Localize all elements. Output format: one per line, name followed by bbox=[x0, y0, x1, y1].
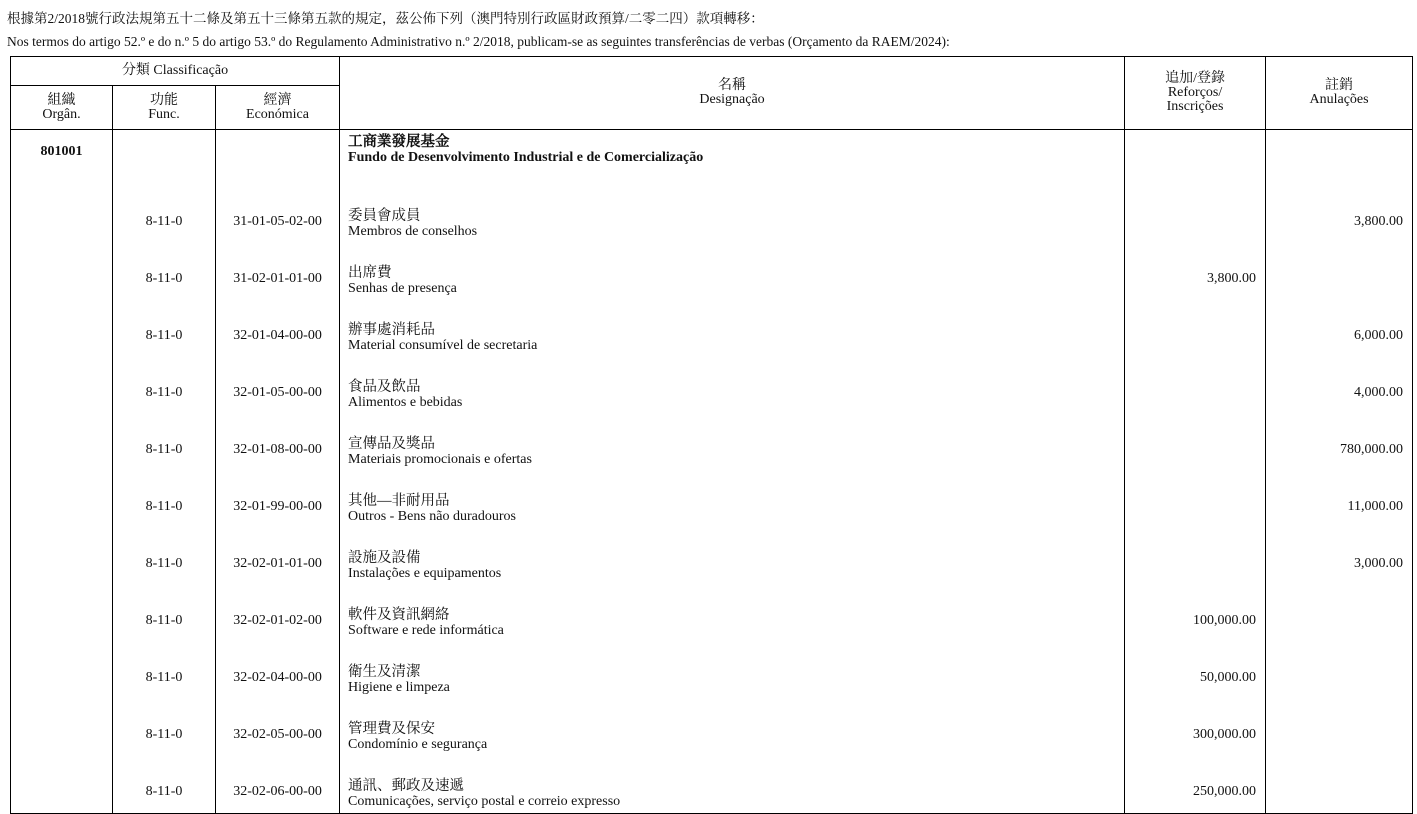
functional-header-pt: Func. bbox=[148, 106, 180, 122]
row-designation bbox=[340, 357, 1125, 414]
org-func-cell bbox=[113, 130, 216, 187]
economic-header-pt: Económica bbox=[246, 106, 309, 122]
org-row bbox=[11, 130, 1413, 187]
row-economic: 32-02-05-00-00 bbox=[216, 699, 340, 756]
row-cancellation bbox=[1266, 642, 1413, 699]
row-org-cell bbox=[11, 585, 113, 642]
row-function: 8-11-0 bbox=[113, 243, 216, 300]
row-designation bbox=[340, 642, 1125, 699]
row-name-pt: Higiene e limpeza bbox=[348, 680, 450, 695]
row-economic: 31-01-05-02-00 bbox=[216, 186, 340, 243]
row-reinforcement bbox=[1125, 528, 1266, 585]
row-reinforcement: 100,000.00 bbox=[1125, 585, 1266, 642]
row-economic: 32-01-05-00-00 bbox=[216, 357, 340, 414]
row-designation bbox=[340, 186, 1125, 243]
row-economic: 32-02-06-00-00 bbox=[216, 756, 340, 814]
row-org-cell bbox=[11, 699, 113, 756]
row-function: 8-11-0 bbox=[113, 414, 216, 471]
row-cancellation: 11,000.00 bbox=[1266, 471, 1413, 528]
row-org-cell bbox=[11, 756, 113, 814]
designation-header-pt: Designação bbox=[699, 92, 765, 107]
org-name-pt: Fundo de Desenvolvimento Industrial e de Comercialização bbox=[348, 150, 704, 165]
table-row bbox=[11, 642, 1413, 699]
table-row bbox=[11, 186, 1413, 243]
row-designation bbox=[340, 300, 1125, 357]
row-designation bbox=[340, 528, 1125, 585]
cancellations-header-pt: Anulações bbox=[1309, 92, 1369, 107]
row-function: 8-11-0 bbox=[113, 300, 216, 357]
reinforcements-header-pt1: Reforços/ bbox=[1167, 85, 1223, 100]
row-function: 8-11-0 bbox=[113, 357, 216, 414]
reinforcements-header-zh: 追加/登錄 bbox=[1165, 71, 1225, 86]
row-name-zh: 通訊、郵政及速遞 bbox=[348, 778, 465, 794]
row-cancellation: 3,000.00 bbox=[1266, 528, 1413, 585]
row-name-zh: 其他—非耐用品 bbox=[348, 493, 450, 509]
reinforcements-header bbox=[1125, 57, 1266, 130]
intro-chinese: 根據第2/2018號行政法規第五十二條及第五十三條第五款的規定，茲公佈下列（澳門特別行政區財政預算/二零二四）款項轉移： bbox=[7, 11, 764, 26]
org-designation bbox=[340, 130, 1125, 187]
organic-header-pt: Orgân. bbox=[42, 106, 81, 122]
row-reinforcement bbox=[1125, 471, 1266, 528]
row-designation bbox=[340, 699, 1125, 756]
row-function: 8-11-0 bbox=[113, 585, 216, 642]
row-designation bbox=[340, 471, 1125, 528]
table-row bbox=[11, 471, 1413, 528]
row-cancellation bbox=[1266, 699, 1413, 756]
row-cancellation: 780,000.00 bbox=[1266, 414, 1413, 471]
table-row bbox=[11, 585, 1413, 642]
designation-header-zh: 名稱 bbox=[718, 78, 747, 93]
row-designation bbox=[340, 414, 1125, 471]
row-cancellation bbox=[1266, 756, 1413, 814]
row-designation bbox=[340, 756, 1125, 814]
row-name-pt: Comunicações, serviço postal e correio expresso bbox=[348, 794, 621, 809]
organic-header bbox=[11, 86, 113, 130]
row-function: 8-11-0 bbox=[113, 699, 216, 756]
row-economic: 32-01-99-00-00 bbox=[216, 471, 340, 528]
row-function: 8-11-0 bbox=[113, 186, 216, 243]
designation-header bbox=[340, 57, 1125, 130]
row-org-cell bbox=[11, 243, 113, 300]
intro-portuguese: Nos termos do artigo 52.º e do n.º 5 do artigo 53.º do Regulamento Administrativo n.º 2/2018, publicam-se as seguintes transferências de verbas (Orçamento da RAEM/2024): bbox=[7, 34, 950, 49]
org-name-zh: 工商業發展基金 bbox=[348, 134, 450, 150]
row-name-zh: 軟件及資訊網絡 bbox=[348, 607, 450, 623]
functional-header-zh: 功能 bbox=[150, 92, 178, 108]
row-economic: 32-02-01-01-00 bbox=[216, 528, 340, 585]
row-name-pt: Instalações e equipamentos bbox=[348, 566, 502, 581]
row-org-cell bbox=[11, 528, 113, 585]
row-org-cell bbox=[11, 357, 113, 414]
row-name-zh: 出席費 bbox=[348, 265, 392, 281]
org-code: 801001 bbox=[11, 130, 113, 187]
cancellations-header bbox=[1266, 57, 1413, 130]
row-org-cell bbox=[11, 300, 113, 357]
economic-header bbox=[216, 86, 340, 130]
row-reinforcement: 300,000.00 bbox=[1125, 699, 1266, 756]
row-cancellation bbox=[1266, 585, 1413, 642]
row-name-pt: Alimentos e bebidas bbox=[348, 395, 463, 410]
row-cancellation: 3,800.00 bbox=[1266, 186, 1413, 243]
row-economic: 32-01-04-00-00 bbox=[216, 300, 340, 357]
table-row bbox=[11, 243, 1413, 300]
row-reinforcement bbox=[1125, 414, 1266, 471]
cancellations-header-zh: 註銷 bbox=[1325, 78, 1354, 93]
row-name-pt: Materiais promocionais e ofertas bbox=[348, 452, 532, 467]
row-function: 8-11-0 bbox=[113, 756, 216, 814]
row-cancellation: 4,000.00 bbox=[1266, 357, 1413, 414]
row-reinforcement: 50,000.00 bbox=[1125, 642, 1266, 699]
row-designation bbox=[340, 585, 1125, 642]
row-function: 8-11-0 bbox=[113, 471, 216, 528]
table-row bbox=[11, 756, 1413, 814]
row-name-pt: Material consumível de secretaria bbox=[348, 338, 538, 353]
row-org-cell bbox=[11, 186, 113, 243]
row-designation bbox=[340, 243, 1125, 300]
table-row bbox=[11, 699, 1413, 756]
org-anu-cell bbox=[1266, 130, 1413, 187]
row-name-zh: 辦事處消耗品 bbox=[348, 322, 436, 338]
row-name-zh: 管理費及保安 bbox=[348, 721, 436, 737]
row-name-zh: 宣傳品及獎品 bbox=[348, 436, 436, 452]
row-reinforcement bbox=[1125, 186, 1266, 243]
row-org-cell bbox=[11, 414, 113, 471]
row-reinforcement: 250,000.00 bbox=[1125, 756, 1266, 814]
row-name-pt: Senhas de presença bbox=[348, 281, 457, 296]
row-economic: 32-02-01-02-00 bbox=[216, 585, 340, 642]
row-name-zh: 設施及設備 bbox=[348, 550, 421, 566]
row-org-cell bbox=[11, 642, 113, 699]
row-economic: 32-01-08-00-00 bbox=[216, 414, 340, 471]
row-cancellation bbox=[1266, 243, 1413, 300]
row-name-pt: Outros - Bens não duradouros bbox=[348, 509, 517, 524]
table-row bbox=[11, 300, 1413, 357]
row-economic: 32-02-04-00-00 bbox=[216, 642, 340, 699]
row-reinforcement bbox=[1125, 300, 1266, 357]
row-reinforcement bbox=[1125, 357, 1266, 414]
row-name-zh: 委員會成員 bbox=[348, 208, 421, 224]
table-row bbox=[11, 528, 1413, 585]
row-name-pt: Condomínio e segurança bbox=[348, 737, 488, 752]
organic-header-zh: 組織 bbox=[47, 92, 76, 108]
row-economic: 31-02-01-01-00 bbox=[216, 243, 340, 300]
org-eco-cell bbox=[216, 130, 340, 187]
org-ref-cell bbox=[1125, 130, 1266, 187]
row-name-pt: Membros de conselhos bbox=[348, 224, 478, 239]
table-row bbox=[11, 357, 1413, 414]
economic-header-zh: 經濟 bbox=[263, 92, 292, 108]
row-name-pt: Software e rede informática bbox=[348, 623, 504, 638]
row-function: 8-11-0 bbox=[113, 528, 216, 585]
row-function: 8-11-0 bbox=[113, 642, 216, 699]
reinforcements-header-pt2: Inscrições bbox=[1166, 99, 1224, 114]
functional-header bbox=[113, 86, 216, 130]
row-reinforcement: 3,800.00 bbox=[1125, 243, 1266, 300]
transfer-table bbox=[10, 56, 1413, 814]
row-name-zh: 衛生及清潔 bbox=[348, 664, 421, 680]
row-cancellation: 6,000.00 bbox=[1266, 300, 1413, 357]
row-name-zh: 食品及飲品 bbox=[348, 379, 421, 395]
row-org-cell bbox=[11, 471, 113, 528]
classification-header: 分類 Classificação bbox=[11, 57, 340, 86]
table-row bbox=[11, 414, 1413, 471]
